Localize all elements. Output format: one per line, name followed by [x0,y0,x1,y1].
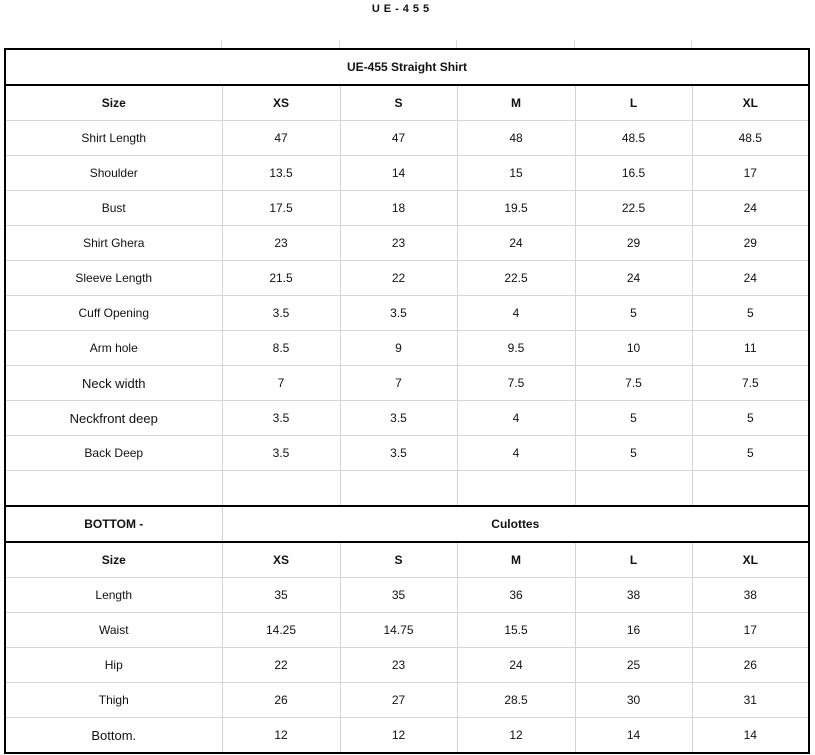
measure-label: Neck width [5,366,222,401]
table-row [5,613,809,648]
measure-value: 3.5 [340,296,457,331]
measure-value: 5 [575,401,692,436]
measure-value: 9 [340,331,457,366]
measure-value: 21.5 [222,261,340,296]
measure-value: 27 [340,683,457,718]
empty-cell [575,471,692,507]
size-chart-table [4,48,810,754]
measure-value: 48.5 [692,121,809,156]
measure-value: 47 [340,121,457,156]
measure-value: 31 [692,683,809,718]
measure-value: 3.5 [340,401,457,436]
measure-value: 14 [692,718,809,754]
measure-value: 4 [457,296,575,331]
measure-label: Thigh [5,683,222,718]
measure-value: 5 [692,436,809,471]
measure-value: 7.5 [692,366,809,401]
measure-label: Cuff Opening [5,296,222,331]
page-title: UE-455 [371,3,434,15]
measure-value: 15.5 [457,613,575,648]
measure-value: 29 [575,226,692,261]
header-cell: XL [692,542,809,578]
empty-cell [222,471,340,507]
measure-value: 48 [457,121,575,156]
empty-cell [5,471,222,507]
table-row [5,226,809,261]
header-cell: M [457,85,575,121]
table-row [5,366,809,401]
measure-value: 7.5 [457,366,575,401]
header-cell: Size [5,542,222,578]
table-row [5,156,809,191]
measure-value: 35 [222,578,340,613]
measure-value: 12 [222,718,340,754]
measure-value: 12 [457,718,575,754]
measure-value: 5 [692,296,809,331]
measure-value: 18 [340,191,457,226]
table-row [5,121,809,156]
measure-value: 48.5 [575,121,692,156]
measure-label: Arm hole [5,331,222,366]
header-cell: XS [222,542,340,578]
measure-value: 23 [340,648,457,683]
table-row [5,648,809,683]
measure-value: 9.5 [457,331,575,366]
measure-label: Back Deep [5,436,222,471]
measure-value: 5 [575,436,692,471]
table-row [5,331,809,366]
shirt-title-row [5,49,809,85]
header-cell: XS [222,85,340,121]
measure-value: 14 [340,156,457,191]
measure-value: 14.75 [340,613,457,648]
bottom-section-label: BOTTOM - [5,506,222,542]
measure-value: 38 [575,578,692,613]
header-cell: L [575,85,692,121]
measure-value: 16 [575,613,692,648]
bottom-section-row [5,506,809,542]
measure-label: Bust [5,191,222,226]
bottom-style-label: Culottes [222,506,809,542]
measure-value: 26 [692,648,809,683]
measure-value: 36 [457,578,575,613]
measure-value: 16.5 [575,156,692,191]
measure-value: 3.5 [340,436,457,471]
empty-cell [457,471,575,507]
measure-value: 11 [692,331,809,366]
measure-value: 14 [575,718,692,754]
measure-value: 17 [692,613,809,648]
table-row [5,683,809,718]
measure-label: Length [5,578,222,613]
measure-value: 22 [340,261,457,296]
measure-value: 24 [692,191,809,226]
empty-cell [340,471,457,507]
measure-value: 5 [692,401,809,436]
measure-value: 28.5 [457,683,575,718]
measure-value: 26 [222,683,340,718]
header-cell: Size [5,85,222,121]
measure-label: Shoulder [5,156,222,191]
measure-value: 12 [340,718,457,754]
measure-value: 15 [457,156,575,191]
measure-value: 3.5 [222,436,340,471]
empty-cell [692,471,809,507]
measure-value: 35 [340,578,457,613]
header-cell: S [340,85,457,121]
measure-label: Sleeve Length [5,261,222,296]
measure-value: 7.5 [575,366,692,401]
shirt-header-row [5,85,809,121]
measure-value: 24 [457,226,575,261]
measure-value: 10 [575,331,692,366]
measure-value: 4 [457,401,575,436]
measure-value: 24 [575,261,692,296]
header-cell: S [340,542,457,578]
measure-value: 23 [340,226,457,261]
measure-value: 8.5 [222,331,340,366]
measure-label: Bottom. [5,718,222,754]
measure-value: 24 [457,648,575,683]
table-row [5,401,809,436]
measure-label: Waist [5,613,222,648]
measure-value: 14.25 [222,613,340,648]
measure-value: 23 [222,226,340,261]
measure-value: 13.5 [222,156,340,191]
measure-label: Neckfront deep [5,401,222,436]
shirt-title: UE-455 Straight Shirt [5,49,809,85]
gap-row [5,471,809,507]
table-row [5,578,809,613]
measure-value: 5 [575,296,692,331]
table-row [5,296,809,331]
measure-value: 7 [222,366,340,401]
table-row [5,191,809,226]
measure-value: 29 [692,226,809,261]
measure-value: 22.5 [457,261,575,296]
measure-value: 3.5 [222,296,340,331]
table-row [5,718,809,754]
measure-value: 4 [457,436,575,471]
header-cell: L [575,542,692,578]
measure-value: 38 [692,578,809,613]
measure-value: 19.5 [457,191,575,226]
measure-value: 22.5 [575,191,692,226]
measure-value: 24 [692,261,809,296]
measure-value: 22 [222,648,340,683]
table-row [5,261,809,296]
measure-label: Shirt Length [5,121,222,156]
measure-value: 3.5 [222,401,340,436]
measure-value: 7 [340,366,457,401]
header-cell: M [457,542,575,578]
table-row [5,436,809,471]
measure-label: Shirt Ghera [5,226,222,261]
measure-value: 47 [222,121,340,156]
bottom-header-row [5,542,809,578]
measure-value: 17.5 [222,191,340,226]
measure-value: 25 [575,648,692,683]
measure-value: 17 [692,156,809,191]
measure-label: Hip [5,648,222,683]
header-cell: XL [692,85,809,121]
measure-value: 30 [575,683,692,718]
